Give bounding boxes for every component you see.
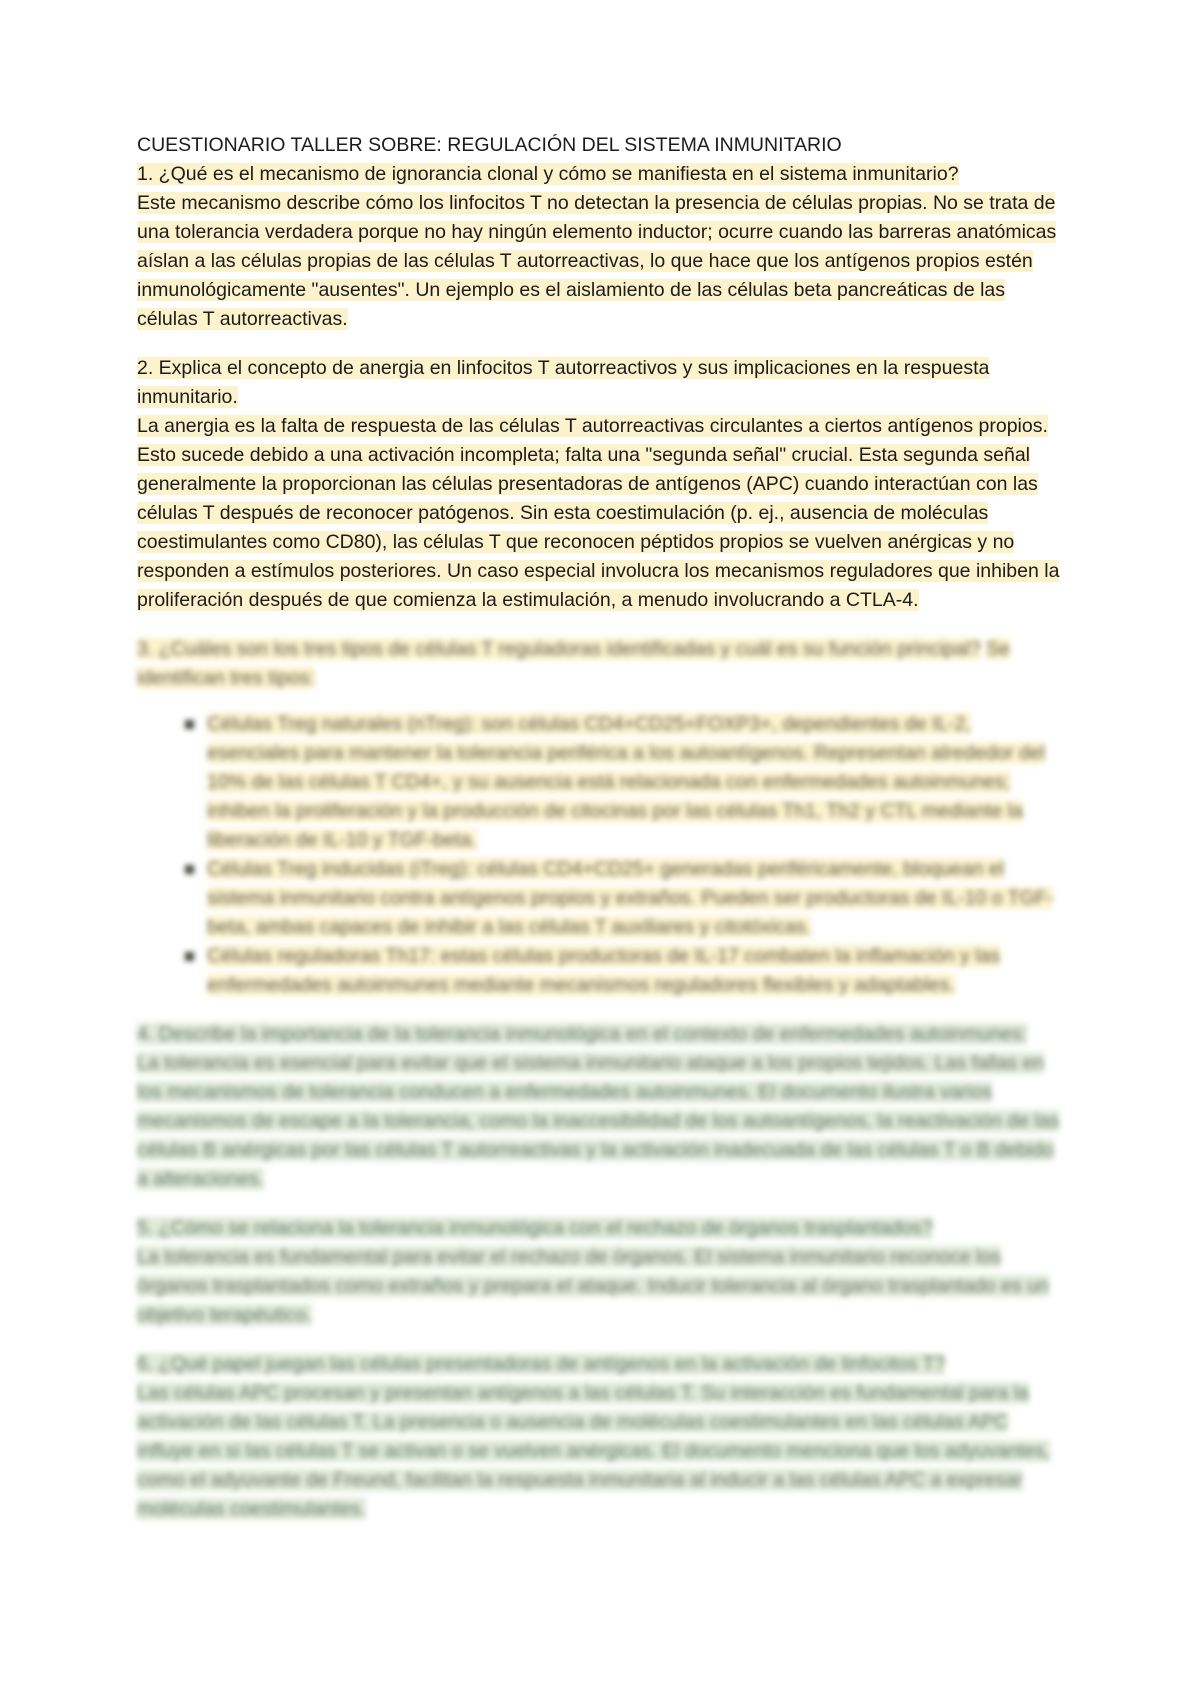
question-3 [137,635,1060,693]
bullet-item-1 [137,710,1060,855]
answer-6 [137,1379,1060,1524]
question-3-text: 3. ¿Cuáles son los tres tipos de células T reguladoras identificadas y cuál es su función principal? [137,638,981,660]
question-4-text: 4. Describe la importancia de la tolerancia inmunológica en el contexto de enfermedades autoinmunes: [137,1023,1027,1045]
section-5-redacted [137,1214,1060,1330]
question-3-intro: Se identifican tres tipos: [137,638,1010,689]
answer-6-text: Las células APC procesan y presentan antígenos a las células T. Su interacción es fundamental para la activación de las células T. La presencia o ausencia de moléculas coestimulantes en las células APC influye en si las células T se activan o se vuelven anérgicas. El documento menciona que los adyuvantes, como el adyuvante de Freund, facilitan la respuesta inmunitaria al inducir a las células APC a expresar moléculas coestimulantes. [137,1382,1051,1520]
bullet-square-icon [185,720,194,729]
answer-5-text: La tolerancia es fundamental para evitar el rechazo de órganos. El sistema inmunitario reconoce los órganos trasplantados como extraños y prepara el ataque. Inducir tolerancia al órgano trasplantado es un objetivo terapéutico. [137,1246,1049,1326]
question-6 [137,1350,1060,1379]
question-1 [137,160,1060,189]
answer-4 [137,1049,1060,1194]
section-2 [137,354,1060,615]
document-title: CUESTIONARIO TALLER SOBRE: REGULACIÓN DEL SISTEMA INMUNITARIO [137,134,842,156]
answer-4-text: La tolerancia es esencial para evitar que el sistema inmunitario ataque a los propios tejidos. Las fallas en los mecanismos de tolerancia conducen a enfermedades autoinmunes. El documento ilustra varios mecanismos de escape a la tolerancia, como la inaccesibilidad de los autoantígenos, la reactivación de las células B anérgicas por las células T autorreactivas y la activación inadecuada de las células T o B debido a alteraciones. [137,1052,1060,1190]
question-5 [137,1214,1060,1243]
answer-1-text: Este mecanismo describe cómo los linfocitos T no detectan la presencia de células propias. No se trata de una tolerancia verdadera porque no hay ningún elemento inductor; ocurre cuando las barreras anatómicas aíslan a las células propias de las células T autorreactivas, lo que hace que los antígenos propios estén inmunológicamente "ausentes". Un ejemplo es el aislamiento de las células beta pancreáticas de las células T autorreactivas. [137,192,1057,330]
question-4 [137,1020,1060,1049]
answer-1 [137,189,1060,334]
question-1-text: 1. ¿Qué es el mecanismo de ignorancia clonal y cómo se manifiesta en el sistema inmunitario? [137,163,959,185]
treg-bullet-list [137,710,1060,1000]
answer-5 [137,1243,1060,1330]
answer-2 [137,412,1060,615]
section-1 [137,160,1060,334]
question-2 [137,354,1060,412]
question-6-text: 6. ¿Qué papel juegan las células presentadoras de antígenos en la activación de linfocitos T? [137,1353,946,1375]
section-3-redacted [137,635,1060,1000]
question-5-text: 5. ¿Cómo se relaciona la tolerancia inmunológica con el rechazo de órganos trasplantados? [137,1217,933,1239]
section-6-redacted [137,1350,1060,1524]
bullet-item-3-text: Células reguladoras Th17: estas células productoras de IL-17 combaten la inflamación y las enfermedades autoinmunes mediante mecanismos reguladores flexibles y adaptables. [207,945,1001,996]
bullet-item-1-text: Células Treg naturales (nTreg): son células CD4+CD25+FOXP3+, dependientes de IL-2, esenciales para mantener la tolerancia periférica a los autoantígenos. Representan alrededor del 10% de las células T CD4+, y su ausencia está relacionada con enfermedades autoinmunes; inhiben la proliferación y la producción de citocinas por las células Th1, Th2 y CTL mediante la liberación de IL-10 y TGF-beta. [207,713,1045,851]
answer-2-text: La anergia es la falta de respuesta de las células T autorreactivas circulantes a ciertos antígenos propios. Esto sucede debido a una activación incompleta; falta una "segunda señal" crucial. Esta segunda señal generalmente la proporcionan las células presentadoras de antígenos (APC) cuando interactúan con las células T después de reconocer patógenos. Sin esta coestimulación (p. ej., ausencia de moléculas coestimulantes como CD80), las células T que reconocen péptidos propios se vuelven anérgicas y no responden a estímulos posteriores. Un caso especial involucra los mecanismos reguladores que inhiben la proliferación después de que comienza la estimulación, a menudo involucrando a CTLA-4. [137,415,1060,611]
section-4-redacted [137,1020,1060,1194]
question-2-text: 2. Explica el concepto de anergia en linfocitos T autorreactivos y sus implicaciones en la respuesta inmunitario. [137,357,990,408]
bullet-item-3 [137,942,1060,1000]
bullet-item-2-text: Células Treg inducidas (iTreg): células CD4+CD25+ generadas periféricamente, bloquean el sistema inmunitario contra antígenos propios y extraños. Pueden ser productoras de IL-10 o TGF-beta, ambas capaces de inhibir a las células T auxiliares y citotóxicas. [207,858,1054,938]
bullet-square-icon [185,865,194,874]
bullet-item-2 [137,855,1060,942]
bullet-square-icon [185,952,194,961]
